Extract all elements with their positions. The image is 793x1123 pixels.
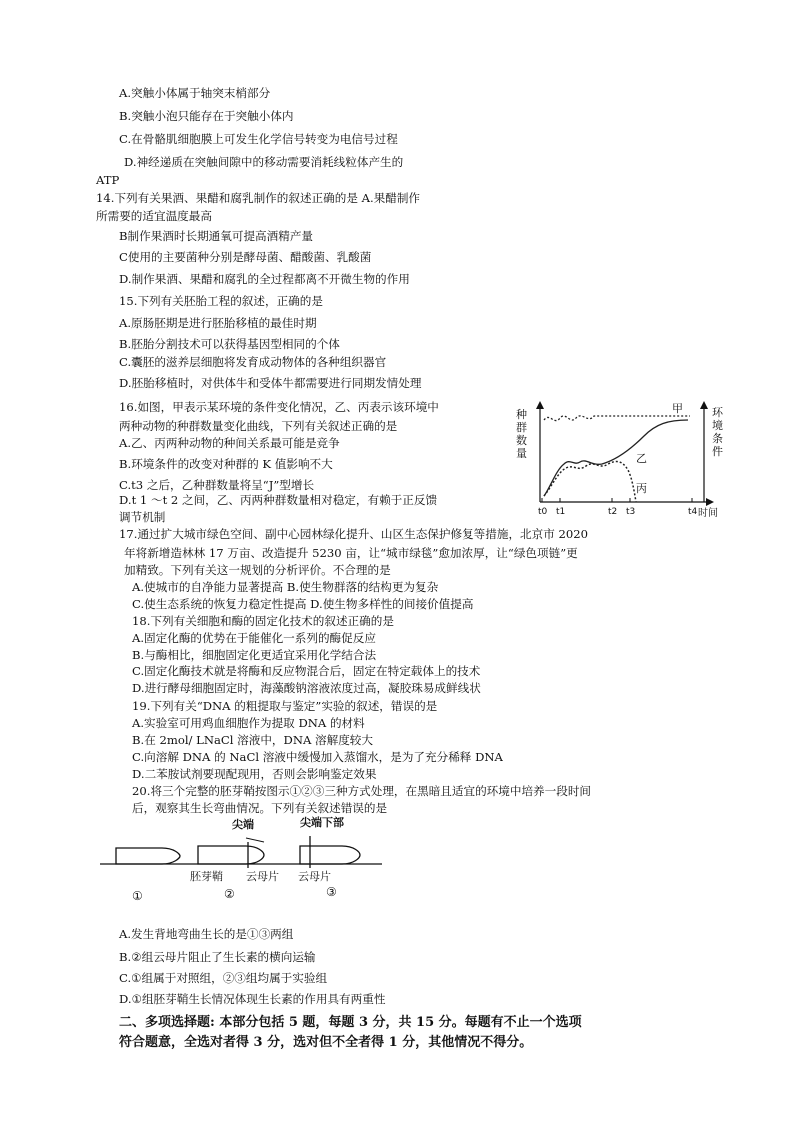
q16-option-a: A.乙、丙两种动物的种间关系最可能是竞争 (119, 436, 340, 450)
q17-stem-line3: 加精致。下列有关这一规划的分析评价。不合理的是 (124, 563, 391, 577)
y-right-char-3: 条 (712, 432, 723, 445)
q15-option-c: C.囊胚的滋养层细胞将发育成动物体的各种组织器官 (119, 355, 387, 369)
y-right-char-4: 件 (712, 445, 723, 458)
q14-option-d: D.制作果酒、果醋和腐乳的全过程都离不开微生物的作用 (119, 272, 410, 286)
label-tip: 尖端 (232, 818, 254, 831)
q13-option-b: B.突触小泡只能存在于突触小体内 (119, 109, 294, 123)
x-tick-label: t2 (608, 507, 618, 517)
series-jia-line (544, 416, 690, 421)
section2-heading-line2: 符合题意，全选对者得 3 分，选对但不全者得 1 分，其他情况不得分。 (119, 1035, 533, 1050)
q19-stem: 19.下列有关“DNA 的粗提取与鉴定”实验的叙述，错误的是 (132, 699, 438, 713)
coleoptile-3 (300, 846, 360, 864)
q18-option-d: D.进行酵母细胞固定时，海藻酸钠溶液浓度过高，凝胶珠易成鲜线状 (132, 681, 481, 695)
q14-option-c: C使用的主要菌种分别是酵母菌、醋酸菌、乳酸菌 (119, 250, 372, 264)
x-axis-label: 时间 (698, 508, 718, 519)
q13-option-a: A.突触小体属于轴突末梢部分 (119, 86, 271, 100)
y-right-char-1: 环 (712, 406, 723, 419)
label-num-2: ② (224, 887, 235, 901)
series-yi-line (544, 420, 688, 496)
y-axis-right-label (712, 406, 727, 458)
q19-option-c: C.向溶解 DNA 的 NaCl 溶液中缓慢加入蒸馏水，是为了充分稀释 DNA (132, 750, 503, 764)
q16-option-d: D.t 1 ～t 2 之间，乙、丙两种群数量相对稳定，有赖于正反馈 (119, 493, 438, 507)
q16-option-b: B.环境条件的改变对种群的 K 值影响不大 (119, 457, 333, 471)
section2-heading-line1: 二、多项选择题: 本部分包括 5 题，每题 3 分，共 15 分。每题有不止一个选项 (119, 1015, 582, 1030)
x-axis-arrow (706, 498, 714, 506)
q17-options-ab: A.使城市的自净能力显著提高 B.使生物群落的结构更为复杂 (132, 580, 439, 594)
coleoptile-2 (198, 846, 264, 864)
q20-option-c: C.①组属于对照组，②③组均属于实验组 (119, 971, 328, 985)
y-axis-left-label (516, 408, 531, 460)
q15-stem: 15.下列有关胚胎工程的叙述，正确的是 (119, 294, 323, 308)
q20-stem-line1: 20.将三个完整的胚芽鞘按图示①②③三种方式处理，在黑暗且适宜的环境中培养一段时间 (132, 784, 592, 798)
x-tick-label: t3 (626, 507, 636, 517)
series-yi-label: 乙 (636, 452, 647, 465)
coleoptile-figure (100, 812, 400, 907)
q13-option-d: D.神经递质在突触间隙中的移动需要消耗线粒体产生的 (124, 155, 404, 169)
q16-stem-line1: 16.如图，甲表示某环境的条件变化情况，乙、丙表示该环境中 (119, 400, 439, 414)
q17-stem-line2: 年将新增造林林 17 万亩、改造提升 5230 亩，让“城市绿毯”愈加浓厚，让“绿色项链”更 (124, 546, 578, 560)
q14-stem-cont: 所需要的适宜温度最高 (96, 209, 212, 223)
q14-option-b: B制作果酒时长期通氧可提高酒精产量 (119, 229, 314, 243)
q13-option-c: C.在骨骼肌细胞膜上可发生化学信号转变为电信号过程 (119, 132, 398, 146)
y-left-char-4: 量 (516, 447, 527, 460)
x-tick-label: t1 (556, 507, 566, 517)
q19-option-a: A.实验室可用鸡血细胞作为提取 DNA 的材料 (132, 716, 365, 730)
q20-option-b: B.②组云母片阻止了生长素的横向运输 (119, 950, 316, 964)
label-coleoptile: 胚芽鞘 (190, 870, 223, 883)
q17-stem-line1: 17.通过扩大城市绿色空间、副中心园林绿化提升、山区生态保护修复等措施，北京市 2020 (119, 527, 589, 541)
q18-option-b: B.与酶相比，细胞固定化更适宜采用化学结合法 (132, 648, 377, 662)
q19-option-b: B.在 2mol/ LNaCl 溶液中，DNA 溶解度较大 (132, 733, 373, 747)
y-axis-left-arrow (536, 401, 544, 409)
q18-option-c: C.固定化酶技术就是将酶和反应物混合后，固定在特定载体上的技术 (132, 664, 481, 678)
q16-stem-line2: 两种动物的种群数量变化曲线，下列有关叙述正确的是 (119, 419, 398, 433)
q15-option-a: A.原肠胚期是进行胚胎移植的最佳时期 (119, 316, 317, 330)
x-tick-label: t0 (538, 507, 548, 517)
q15-option-b: B.胚胎分割技术可以获得基因型相同的个体 (119, 337, 340, 351)
x-ticks (538, 498, 698, 517)
series-jia-label: 甲 (672, 402, 683, 415)
tip-pointer-line (246, 838, 264, 842)
q16-option-d-cont: 调节机制 (119, 510, 166, 524)
label-mica-2: 云母片 (298, 870, 331, 883)
q18-option-a: A.固定化酶的优势在于能催化一系列的酶促反应 (132, 631, 376, 645)
label-num-3: ③ (326, 885, 337, 899)
q20-option-d: D.①组胚芽鞘生长情况体现生长素的作用具有两重性 (119, 992, 386, 1006)
q15-option-d: D.胚胎移植时，对供体牛和受体牛都需要进行同期发情处理 (119, 376, 422, 390)
series-bing-label: 丙 (636, 482, 647, 495)
label-below-tip: 尖端下部 (300, 816, 344, 829)
series-bing-line (544, 462, 636, 502)
q20-option-a: A.发生背地弯曲生长的是①③两组 (119, 927, 294, 941)
q18-stem: 18.下列有关细胞和酶的固定化技术的叙述正确的是 (132, 614, 394, 628)
label-num-1: ① (132, 889, 143, 903)
y-left-char-3: 数 (516, 434, 527, 447)
label-mica-1: 云母片 (246, 870, 279, 883)
x-tick-label: t4 (688, 507, 698, 517)
y-left-char-2: 群 (516, 421, 527, 434)
q20-stem-line2: 后，观察其生长弯曲情况。下列有关叙述错误的是 (132, 801, 388, 815)
q17-options-cd: C.使生态系统的恢复力稳定性提高 D.使生物多样性的间接价值提高 (132, 597, 474, 611)
y-axis-right-arrow (700, 401, 708, 409)
coleoptile-1 (116, 848, 180, 864)
population-chart (512, 400, 732, 522)
q13-option-d-cont: ATP (96, 173, 120, 187)
q14-stem: 14.下列有关果酒、果醋和腐乳制作的叙述正确的是 A.果醋制作 (96, 191, 421, 205)
q16-option-c: C.t3 之后，乙种群数量将呈“J”型增长 (119, 478, 315, 492)
q19-option-d: D.二苯胺试剂要现配现用，否则会影响鉴定效果 (132, 767, 377, 781)
y-right-char-2: 境 (712, 419, 723, 432)
y-left-char-1: 种 (516, 408, 527, 421)
